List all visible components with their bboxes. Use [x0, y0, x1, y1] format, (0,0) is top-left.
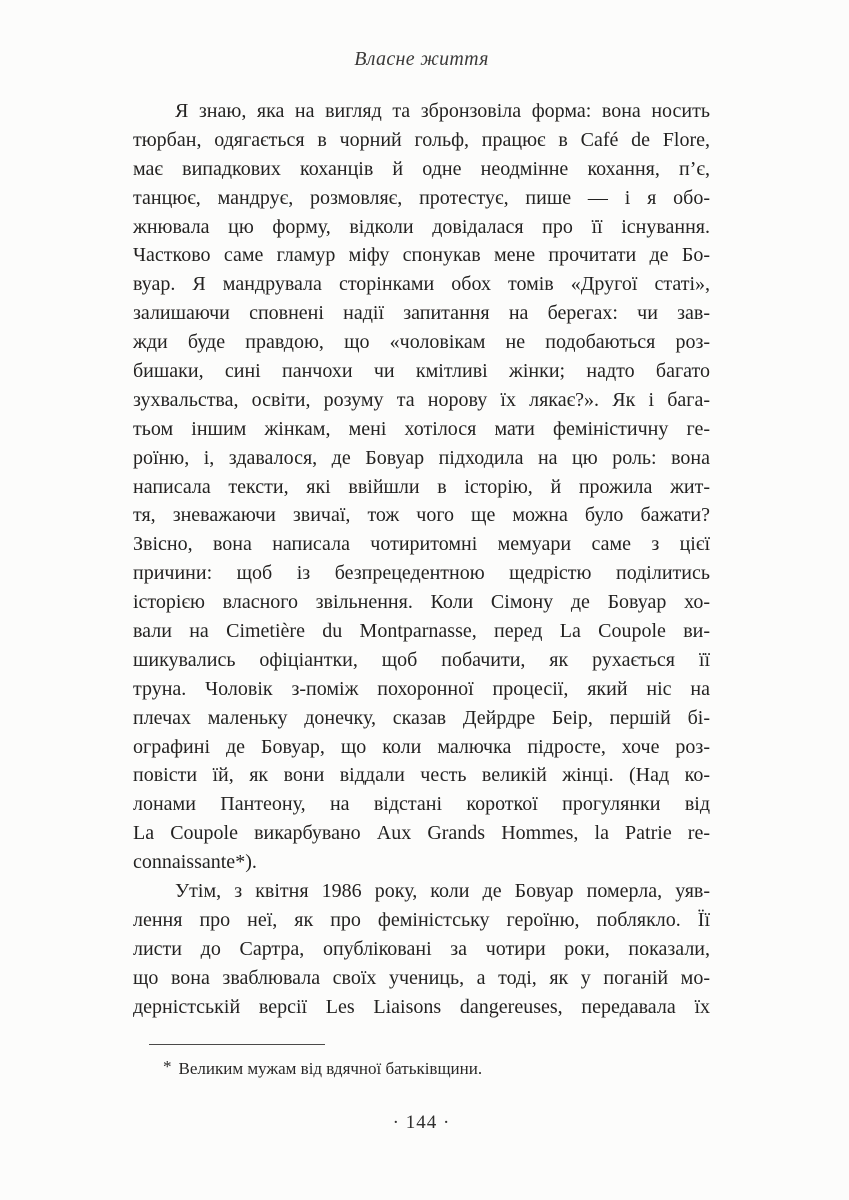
text-line: тьом іншим жінкам, мені хотілося мати феміністичну ге-	[133, 417, 710, 440]
text-line: Утім, з квітня 1986 року, коли де Бовуар померла, уяв-	[175, 880, 710, 903]
page-number: · 144 ·	[392, 1112, 451, 1133]
text-line: роїню, і, здавалося, де Бовуар підходила на цю роль: вона	[133, 446, 710, 469]
text-line: дерністській версії Les Liaisons dangereuses, передавала їх	[133, 995, 710, 1018]
text-line: труна. Чоловік з-поміж похоронної процесії, який ніс на	[133, 677, 710, 700]
footnote-marker: *	[163, 1057, 172, 1076]
footnote-rule	[149, 1044, 325, 1045]
text-line: написала тексти, які ввійшли в історію, й прожила жит-	[133, 475, 710, 498]
paragraph	[133, 877, 710, 1021]
text-line: Частково саме гламур міфу спонукав мене прочитати де Бо-	[133, 244, 710, 267]
text-line: повісти їй, як вони віддали честь великій жінці. (Над ко-	[133, 764, 710, 787]
text-line: лонами Пантеону, на відстані короткої прогулянки від	[133, 793, 710, 816]
text-line: танцює, мандрує, розмовляє, протестує, пише — і я обо-	[133, 186, 710, 209]
text-line: залишаючи сповнені надії запитання на берегах: чи зав-	[133, 302, 710, 325]
text-line: Я знаю, яка на вигляд та збронзовіла форма: вона носить	[175, 100, 710, 122]
body-text	[133, 97, 710, 1022]
text-line: причини: щоб із безпрецедентною щедрістю поділитись	[133, 562, 710, 585]
footnote	[133, 1058, 710, 1080]
text-line: зухвальства, освіти, розуму та норову їх лякає?». Як і бага-	[133, 388, 710, 411]
text-line: шикувались офіціантки, щоб побачити, як рухається її	[133, 648, 710, 671]
text-line: вали на Cimetière du Montparnasse, перед La Coupole ви-	[133, 620, 710, 643]
text-line: листи до Сартра, опубліковані за чотири роки, показали,	[133, 937, 710, 960]
running-head: Власне життя	[354, 48, 489, 70]
text-line: плечах маленьку донечку, сказав Дейрдре Беір, першій бі-	[133, 706, 710, 729]
paragraph	[133, 97, 710, 877]
text-line: вуар. Я мандрувала сторінками обох томів «Другої статі»,	[133, 273, 710, 296]
text-line: тя, зневажаючи звичаї, тож чого ще можна було бажати?	[133, 504, 710, 527]
text-line: жнювала цю форму, відколи довідалася про її існування.	[133, 215, 710, 238]
text-line: Звісно, вона написала чотиритомні мемуари саме з цієї	[133, 533, 710, 556]
text-line: історією власного звільнення. Коли Сімону де Бовуар хо-	[133, 591, 710, 614]
text-line: La Coupole викарбувано Aux Grands Hommes, la Patrie re-	[133, 822, 710, 845]
text-line: ографині де Бовуар, що коли малючка підросте, хоче роз-	[133, 735, 710, 758]
text-line: що вона зваблювала своїх учениць, а тоді, як у поганій мо-	[133, 966, 710, 989]
text-line: тюрбан, одягається в чорний гольф, працює в Café de Flore,	[133, 128, 710, 151]
text-line: жди буде правдою, що «чоловікам не подобаються роз-	[133, 331, 710, 354]
footnote-text: Великим мужам від вдячної батьківщини.	[178, 1059, 483, 1078]
text-line: connaissante*).	[133, 851, 257, 874]
text-line: лення про неї, як про феміністську героїню, поблякло. Її	[133, 908, 710, 931]
text-line: бишаки, сині панчохи чи кмітливі жінки; надто багато	[133, 360, 710, 383]
text-line: має випадкових коханців й одне неодмінне кохання, п’є,	[133, 157, 710, 180]
